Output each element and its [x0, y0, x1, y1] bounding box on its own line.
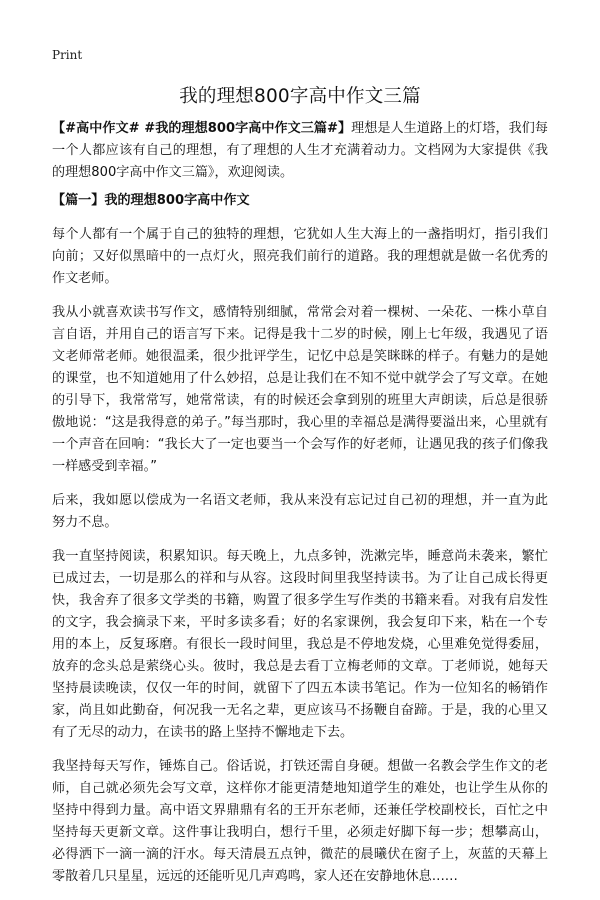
- intro-tag: 【#高中作文# #我的理想800字高中作文三篇#】: [52, 121, 352, 136]
- body-paragraph-3: 后来，我如愿以偿成为一名语文老师，我从来没有忘记过自己初的理想，并一直为此努力不息。: [52, 493, 548, 530]
- intro-paragraph: [52, 118, 548, 184]
- intro-text: 理想是人生道路上的灯塔，我们每一个人都应该有自己的理想，有了理想的人生才充满着动力。文档网为大家提供《我的理想800字高中作文三篇》，欢迎阅读。: [52, 121, 549, 180]
- body-paragraph-2: 我从小就喜欢读书写作文，感情特别细腻，常常会对着一棵树、一朵花、一株小草自言自语，并用自己的语言写下来。记得是我十二岁的时候，刚上七年级，我遇见了语文老师常老师。她很温柔，很少批评学生，记忆中总是笑眯眯的样子。有魅力的是她的课堂，也不知道她用了什么妙招，总是让我们在不知不觉中就学会了写文章。在她的引导下，我常常写，她常常读，有的时候还会拿到别的班里大声朗读，后总是很骄傲地说：“这是我得意的弟子。”每当那时，我心里的幸福总是满得要溢出来，心里就有一个声音在回响：“我长大了一定也要当一个会写作的好老师，让遇见我的孩子们像我一样感受到幸福。”: [52, 305, 548, 474]
- article-body: [52, 118, 548, 900]
- page-title: 我的理想800字高中作文三篇: [179, 86, 421, 107]
- print-link[interactable]: Print: [52, 48, 83, 62]
- body-paragraph-1: 每个人都有一个属于自己的独特的理想，它犹如人生大海上的一盏指明灯，指引我们向前；又好似黑暗中的一点灯火，照亮我们前行的道路。我的理想就是做一名优秀的作文老师。: [52, 227, 548, 286]
- body-paragraph-5: 我坚持每天写作，锤炼自己。俗话说，打铁还需自身硬。想做一名教会学生作文的老师，自己就必须先会写文章，这样你才能更清楚地知道学生的难处，也让学生从你的坚持中得到力量。高中语文界鼎鼎有名的王开东老师，还兼任学校副校长，百忙之中坚持每天更新文章。这件事让我明白，想行千里，必须走好脚下每一步；想攀高山，必得洒下一滴一滴的汗水。每天清晨五点钟，微茫的晨曦伏在窗子上，灰蓝的天幕上零散着几只星星，远远的还能听见几声鸡鸣，家人还在安静地休息……: [52, 759, 548, 884]
- section-heading: 【篇一】我的理想800字高中作文: [52, 193, 250, 208]
- body-paragraph-4: 我一直坚持阅读，积累知识。每天晚上，九点多钟，洗漱完毕，睡意尚未袭来，繁忙已成过去，一切是那么的祥和与从容。这段时间里我坚持读书。为了让自己成长得更快，我舍弃了很多文学类的书籍，购置了很多学生写作类的书籍来看。对我有启发性的文字，我会摘录下来，平时多读多看；好的名家课例，我会复印下来，粘在一个专用的本上，反复琢磨。有很长一段时间里，我总是不停地发烧，心里难免觉得委屈，放弃的念头总是萦绕心头。彼时，我总是去看丁立梅老师的文章。丁老师说，她每天坚持晨读晚读，仅仅一年的时间，就留下了四五本读书笔记。作为一位知名的畅销作家，尚且如此勤奋，何况我一无名之辈，更应该马不扬鞭自奋蹄。于是，我的心里又有了无尽的动力，在读书的路上坚持不懈地走下去。: [52, 549, 548, 740]
